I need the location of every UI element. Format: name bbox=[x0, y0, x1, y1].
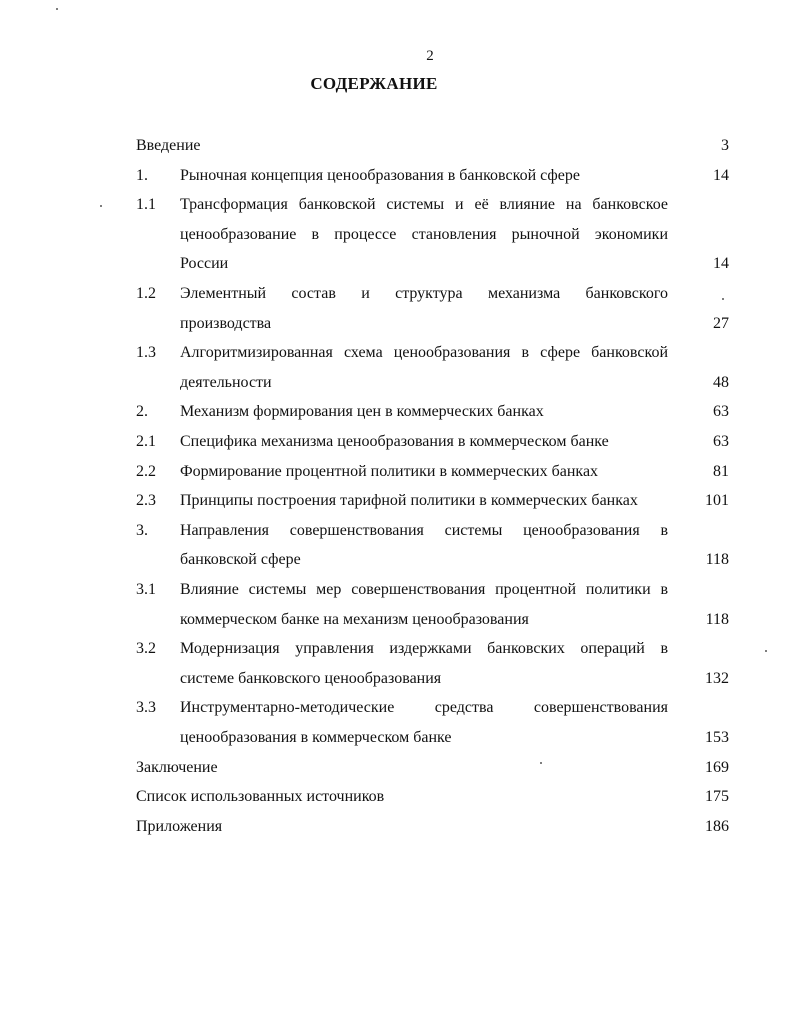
scan-speck bbox=[100, 205, 102, 207]
toc-entry-text: банковской сфере bbox=[180, 551, 301, 569]
scan-speck bbox=[722, 298, 724, 300]
toc-entry-number: 3. bbox=[136, 521, 148, 539]
toc-entry-page: 63 bbox=[713, 403, 729, 421]
toc-entry-page: 118 bbox=[705, 610, 729, 628]
toc-entry-number: 1.1 bbox=[136, 196, 156, 214]
toc-entry-page: 153 bbox=[705, 729, 729, 746]
toc-entry-text: Рыночная концепция ценообразования в банковской сфере bbox=[180, 166, 580, 184]
page-title: СОДЕРЖАНИЕ bbox=[310, 74, 438, 93]
toc-entry-text: Направления совершенствования системы ценообразования в bbox=[180, 521, 668, 539]
toc-entry-page: 132 bbox=[705, 669, 729, 687]
toc-entry-page: 3 bbox=[721, 137, 729, 154]
toc-entry-text: Механизм формирования цен в коммерческих банках bbox=[180, 403, 544, 421]
toc-entry-text: России bbox=[180, 255, 229, 273]
toc-entry-text: Заключение bbox=[136, 758, 218, 776]
toc-entry-text: системе банковского ценообразования bbox=[180, 669, 442, 687]
toc-entry-number: 3.1 bbox=[136, 581, 156, 598]
toc-entry-number: 3.3 bbox=[136, 699, 156, 717]
toc-entry-page: 27 bbox=[713, 314, 729, 332]
toc-entry-text: Список использованных источников bbox=[136, 788, 385, 806]
toc-entry-page: 14 bbox=[713, 166, 729, 184]
scan-speck bbox=[765, 650, 767, 652]
toc-entry-page: 175 bbox=[705, 788, 729, 806]
toc-entry-text: Элементный состав и структура механизма банковского bbox=[180, 285, 668, 302]
toc-entry-text: ценообразования в коммерческом банке bbox=[180, 729, 452, 746]
toc-entry-text: Инструментарно-методические средства совершенствования bbox=[180, 699, 668, 717]
toc-entry-text: Модернизация управления издержками банковских операций в bbox=[180, 640, 668, 658]
toc-entry-text: Влияние системы мер совершенствования процентной политики в bbox=[180, 581, 668, 598]
scan-speck bbox=[56, 8, 58, 10]
toc-entry-page: 186 bbox=[705, 817, 729, 835]
toc-entry-text: Формирование процентной политики в коммерческих банках bbox=[180, 462, 599, 480]
toc-entry-text: Приложения bbox=[136, 817, 223, 835]
toc-entry-text: Трансформация банковской системы и её влияние на банковское bbox=[180, 196, 668, 214]
toc-entry-page: 63 bbox=[713, 433, 729, 450]
toc-entry-text: производства bbox=[180, 314, 272, 332]
toc-entry-number: 2.2 bbox=[136, 462, 156, 480]
scan-speck bbox=[540, 762, 542, 764]
toc-entry-text: коммерческом банке на механизм ценообразования bbox=[180, 610, 529, 628]
toc-entry-number: 1. bbox=[136, 166, 148, 184]
toc-entry-number: 3.2 bbox=[136, 640, 156, 658]
toc-entry-text: деятельности bbox=[180, 373, 272, 391]
toc-entry-number: 2.3 bbox=[136, 492, 156, 510]
toc-entry-page: 81 bbox=[713, 462, 729, 480]
page-number: 2 bbox=[426, 48, 434, 64]
toc-entry-page: 169 bbox=[705, 758, 729, 776]
toc-entry-number: 1.3 bbox=[136, 344, 156, 362]
toc-entry-number: 1.2 bbox=[136, 285, 156, 302]
toc-entry-text: ценообразование в процессе становления рыночной экономики bbox=[180, 225, 668, 243]
toc-entry-page: 48 bbox=[713, 373, 729, 391]
toc-entry-number: 2.1 bbox=[136, 433, 156, 450]
toc-entry-text: Принципы построения тарифной политики в коммерческих банках bbox=[180, 492, 638, 510]
toc-entry-page: 118 bbox=[705, 551, 729, 569]
toc-entry-text: Введение bbox=[136, 137, 201, 154]
toc-entry-number: 2. bbox=[136, 403, 148, 421]
toc-entry-page: 14 bbox=[713, 255, 729, 273]
toc-entry-page: 101 bbox=[705, 492, 729, 510]
toc-entry-text: Алгоритмизированная схема ценообразования в сфере банковской bbox=[180, 344, 668, 362]
toc-entry-text: Специфика механизма ценообразования в коммерческом банке bbox=[180, 433, 609, 450]
